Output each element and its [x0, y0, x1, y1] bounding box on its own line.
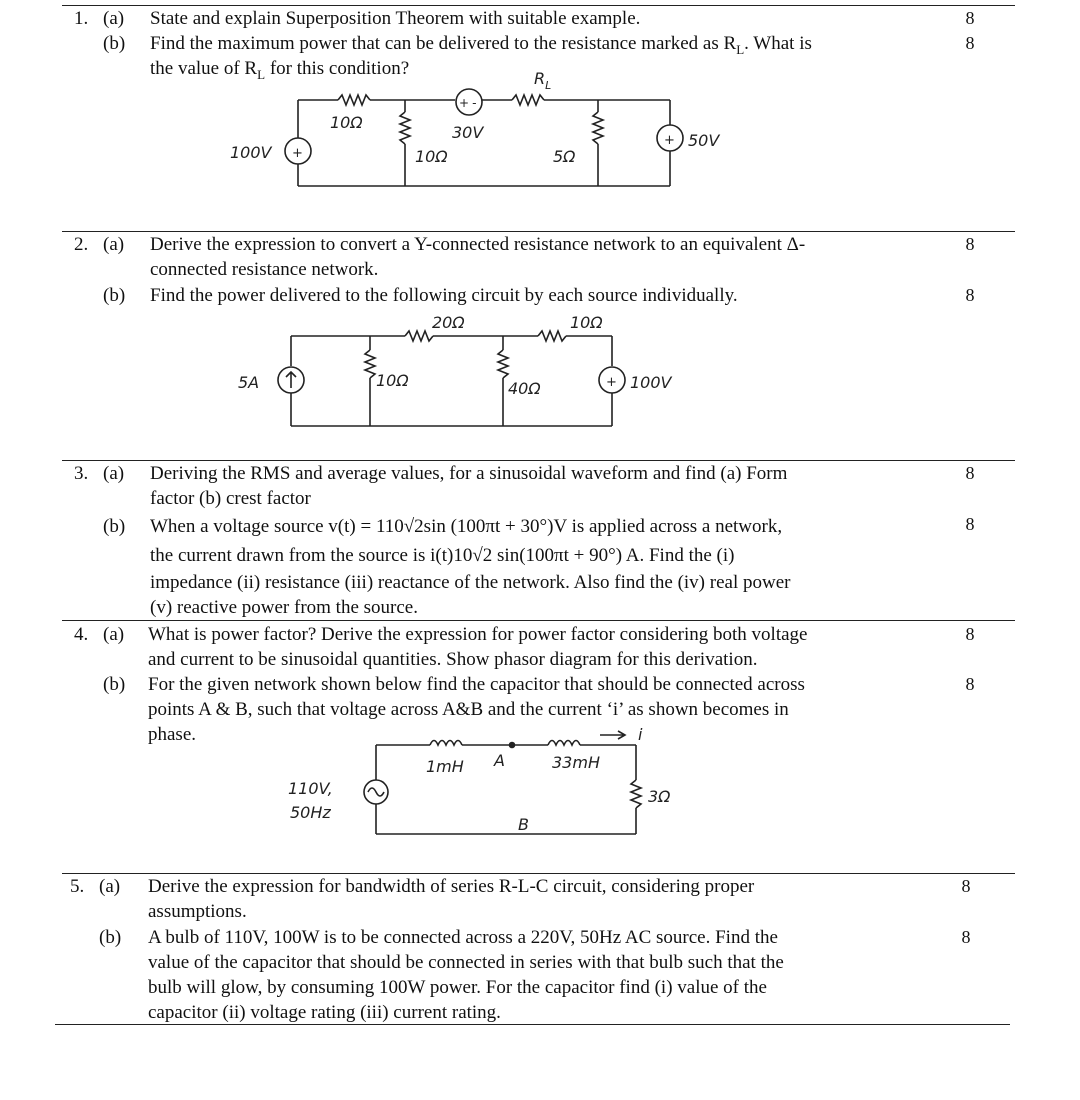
c1-label-r2: 10Ω: [415, 147, 448, 166]
c4-label-b: B: [518, 815, 529, 834]
question-2a-label: (a): [103, 234, 125, 255]
c4-label-50hz: 50Hz: [290, 803, 331, 822]
c1-resistor-10-top: [338, 95, 370, 105]
c2-resistor-10-series: [538, 331, 566, 341]
question-1b-label: (b): [103, 33, 126, 54]
c1-label-100v: 100V: [230, 143, 272, 162]
c4-label-3: 3Ω: [648, 787, 671, 806]
c1-label-r1: 10Ω: [330, 113, 363, 132]
question-2b-text: Find the power delivered to the following circuit by each source individually.: [150, 285, 738, 306]
c1-resistor-5-shunt: [593, 112, 603, 144]
c4-label-110v: 110V,: [288, 779, 333, 798]
question-5a-marks: 8: [961, 876, 971, 896]
question-3a-line1: Deriving the RMS and average values, for a sinusoidal waveform and find (a) Form: [150, 463, 788, 484]
c1-label-r3: 5Ω: [553, 147, 576, 166]
question-4-number: 4.: [74, 624, 89, 645]
c2-label-20: 20Ω: [432, 313, 465, 332]
question-2b-marks: 8: [965, 285, 975, 305]
question-1b-line2-after: for this condition?: [265, 58, 410, 79]
question-5a-label: (a): [99, 876, 121, 897]
question-1a-label: (a): [103, 8, 125, 29]
question-5-number: 5.: [70, 876, 85, 897]
c2-label-10-series: 10Ω: [570, 313, 603, 332]
question-3-number: 3.: [74, 463, 89, 484]
circuit-4-diagram: [0, 725, 1080, 840]
circuit-2-diagram: [0, 310, 1080, 430]
question-3b-marks: 8: [965, 514, 975, 534]
question-5b-marks: 8: [961, 927, 971, 947]
c1-label-50v: 50V: [688, 131, 720, 150]
c1-src2-plus: +: [664, 133, 675, 148]
c1-label-plusminus: [459, 96, 476, 110]
c4-inductor-33mh: [548, 741, 580, 746]
question-5b-line3: bulb will glow, by consuming 100W power. For the capacitor find (i) value of the: [148, 977, 767, 998]
c4-label-i: i: [638, 725, 643, 744]
question-4b-line1: For the given network shown below find the capacitor that should be connected across: [148, 674, 805, 695]
section-rule-4: [62, 620, 1015, 621]
c4-node-a-dot: [510, 743, 515, 748]
question-4a-label: (a): [103, 624, 125, 645]
c1-label-rl-main: R: [534, 69, 546, 88]
c4-label-a: A: [494, 751, 505, 770]
question-3b-label: (b): [103, 516, 126, 537]
question-3a-label: (a): [103, 463, 125, 484]
question-4a-marks: 8: [965, 624, 975, 644]
c1-src1-plus: +: [292, 146, 303, 161]
c1-minus: -: [472, 96, 477, 110]
question-5a-line1: Derive the expression for bandwidth of series R-L-C circuit, considering proper: [148, 876, 755, 897]
c4-label-1mh: 1mH: [426, 757, 464, 776]
c1-label-rl-sub: L: [545, 79, 552, 92]
question-2a-line2: connected resistance network.: [150, 259, 379, 280]
question-3b-line4: (v) reactive power from the source.: [150, 597, 418, 618]
question-3b-line2: the current drawn from the source is i(t)10√2 sin(100πt + 90°) A. Find the (i): [150, 545, 735, 566]
question-5b-line4: capacitor (ii) voltage rating (iii) current rating.: [148, 1002, 501, 1023]
c2-label-40: 40Ω: [508, 379, 541, 398]
question-1-number: 1.: [74, 8, 89, 29]
question-4b-line2: points A & B, such that voltage across A&B and the current ‘i’ as shown becomes in: [148, 699, 789, 720]
question-1b-text-after: . What is: [744, 33, 812, 54]
question-3b-line3: impedance (ii) resistance (iii) reactance of the network. Also find the (iv) real power: [150, 572, 791, 593]
question-4b-label: (b): [103, 674, 126, 695]
c2-src-plus: +: [606, 375, 617, 390]
c2-current-arrow: [286, 372, 296, 388]
question-4b-line3: phase.: [148, 724, 197, 745]
question-5b-label: (b): [99, 927, 122, 948]
question-2-number: 2.: [74, 234, 89, 255]
question-4a-line2: and current to be sinusoidal quantities. Show phasor diagram for this derivation.: [148, 649, 758, 670]
question-2b-label: (b): [103, 285, 126, 306]
c4-inductor-1mh: [430, 741, 462, 746]
c2-label-100v: 100V: [630, 373, 672, 392]
question-1b-marks: 8: [965, 33, 975, 53]
c2-label-5a: 5A: [238, 373, 260, 392]
question-3a-marks: 8: [965, 463, 975, 483]
question-5b-line2: value of the capacitor that should be connected in series with that bulb such that the: [148, 952, 784, 973]
c2-resistor-20: [405, 331, 433, 341]
question-1a-text: State and explain Superposition Theorem with suitable example.: [150, 8, 641, 29]
question-2a-line1: Derive the expression to convert a Y-connected resistance network to an equivalent Δ-: [150, 234, 806, 255]
question-3a-line2: factor (b) crest factor: [150, 488, 311, 509]
c2-resistor-10-shunt: [365, 350, 375, 378]
question-3b-line1: When a voltage source v(t) = 110√2sin (100πt + 30°)V is applied across a network,: [150, 516, 783, 537]
question-4a-line1: What is power factor? Derive the expression for power factor considering both voltage: [148, 624, 808, 645]
c4-resistor-3: [631, 780, 641, 808]
question-1b-line2-sub: L: [257, 66, 266, 82]
question-1b-sub: L: [736, 41, 745, 57]
c1-plus: +: [459, 96, 470, 110]
circuit-1-diagram: [0, 70, 1080, 190]
question-5a-line2: assumptions.: [148, 901, 247, 922]
question-1b-line2-main: the value of R: [150, 58, 258, 79]
question-1a-marks: 8: [965, 8, 975, 28]
c1-resistor-10-shunt: [400, 112, 410, 144]
c2-label-10-shunt: 10Ω: [376, 371, 409, 390]
c1-resistor-rl: [512, 95, 544, 105]
question-4b-marks: 8: [965, 674, 975, 694]
question-2a-marks: 8: [965, 234, 975, 254]
c2-resistor-40-shunt: [498, 350, 508, 378]
c4-label-33mh: 33mH: [552, 753, 600, 772]
section-rule-bottom: [55, 1024, 1010, 1025]
question-5b-line1: A bulb of 110V, 100W is to be connected across a 220V, 50Hz AC source. Find the: [148, 927, 778, 948]
question-1b-text-main: Find the maximum power that can be delivered to the resistance marked as R: [150, 33, 737, 54]
c4-current-arrow: [600, 731, 625, 739]
c1-label-rl: [534, 69, 551, 92]
c4-ac-wave: [368, 788, 384, 796]
c1-label-30v: 30V: [452, 123, 484, 142]
